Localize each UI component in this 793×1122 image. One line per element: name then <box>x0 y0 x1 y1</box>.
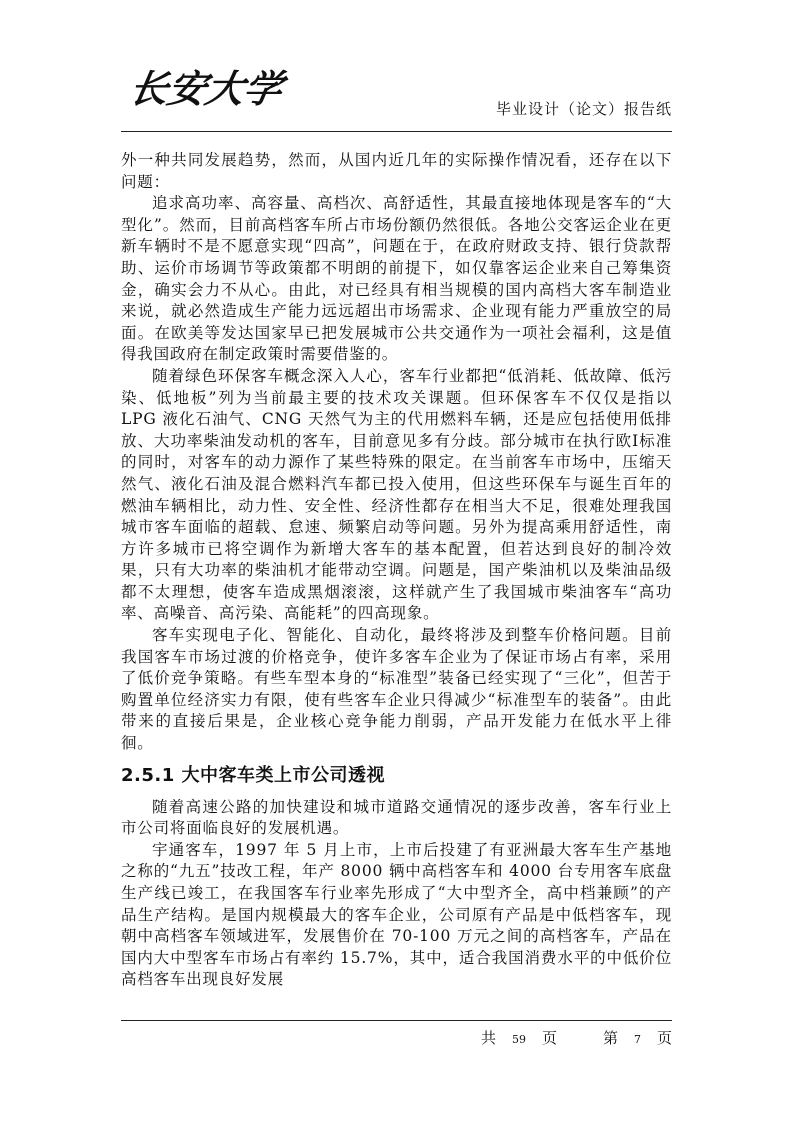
paragraph-3: 随着绿色环保客车概念深入人心，客车行业都把“低消耗、低故障、低污染、低地板”列为当前最主要的技术攻关课题。但环保客车不仅仅是指以 LPG 液化石油气、CNG 天然气为主的代用燃料车辆，还是应包括使用低排放、大功率柴油发动机的客车，目前意见多有分歧。部分城市在执行欧Ⅰ标准的同时，对客车的动力源作了某些特殊的限定。在当前客车市场中，压缩天然气、液化石油及混合燃料汽车都已投入使用，但这些环保车与诞生百年的燃油车辆相比，动力性、安全性、经济性都存在相当大不足，很难处理我国城市客车面临的超载、怠速、频繁启动等问题。另外为提高乘用舒适性，南方许多城市已将空调作为新增大客车的基本配置，但若达到良好的制冷效果，只有大功率的柴油机才能带动空调。问题是，国产柴油机以及柴油品级都不太理想，使客车造成黑烟滚滚，这样就产生了我国城市柴油客车“高功率、高噪音、高污染、高能耗”的四高现象。 <box>121 366 672 623</box>
footer-divider <box>121 1020 672 1021</box>
section-heading: 2.5.1 大中客车类上市公司透视 <box>121 764 386 786</box>
current-page: 7 <box>633 1033 641 1046</box>
paragraph-1: 外一种共同发展趋势，然而，从国内近几年的实际操作情况看，还存在以下问题： <box>121 151 672 191</box>
total-pages: 59 <box>511 1033 526 1046</box>
page-word-1: 页 <box>541 1029 557 1047</box>
page-footer <box>481 1027 672 1048</box>
paragraph-2: 追求高功率、高容量、高档次、高舒适性，其最直接地体现是客车的“大型化”。然而，目前高档客车所占市场份额仍然很低。各地公交客运企业在更新车辆时不是不愿意实现“四高”，问题在于，在政府财政支持、银行贷款帮助、运价市场调节等政策都不明朗的前提下，如仅靠客运企业来自己筹集资金，确实会力不从心。由此，对已经具有相当规模的国内高档大客车制造业来说，就必然造成生产能力远远超出市场需求、企业现有能力严重放空的局面。在欧美等发达国家早已把发展城市公共交通作为一项社会福利，这是值得我国政府在制定政策时需要借鉴的。 <box>121 194 672 364</box>
paragraph-4: 客车实现电子化、智能化、自动化，最终将涉及到整车价格问题。目前我国客车市场过渡的价格竞争，使许多客车企业为了保证市场占有率，采用了低价竞争策略。有些车型本身的“标准型”装备已经实现了“三化”，但苦于购置单位经济实力有限，使有些客车企业只得减少“标准型车的装备”。由此带来的直接后果是，企业核心竞争能力削弱，产品开发能力在低水平上徘徊。 <box>121 626 672 753</box>
paragraph-6: 宇通客车，1997 年 5 月上市，上市后投建了有亚洲最大客车生产基地之称的“九五”技改工程，年产 8000 辆中高档客车和 4000 台专用客车底盘生产线已竣工，在我国客车行业率先形成了“大中型齐全，高中档兼顾”的产品生产结构。是国内规模最大的客车企业，公司原有产品是中低档客车，现朝中高档客车领域进军，发展售价在 70-100 万元之间的高档客车，产品在国内大中型客车市场占有率约 15.7%，其中，适合我国消费水平的中低价位高档客车出现良好发展 <box>121 840 672 989</box>
header-divider <box>121 131 672 132</box>
page-word-2: 页 <box>656 1029 672 1047</box>
total-prefix: 共 <box>480 1029 496 1047</box>
current-prefix: 第 <box>602 1029 618 1047</box>
svg-text:长安大学: 长安大学 <box>125 67 286 112</box>
document-type-label: 毕业设计（论文）报告纸 <box>495 100 672 118</box>
paragraph-5: 随着高速公路的加快建设和城市道路交通情况的逐步改善，客车行业上市公司将面临良好的发展机遇。 <box>121 797 672 838</box>
university-logo <box>125 60 286 116</box>
page-body <box>121 150 672 991</box>
